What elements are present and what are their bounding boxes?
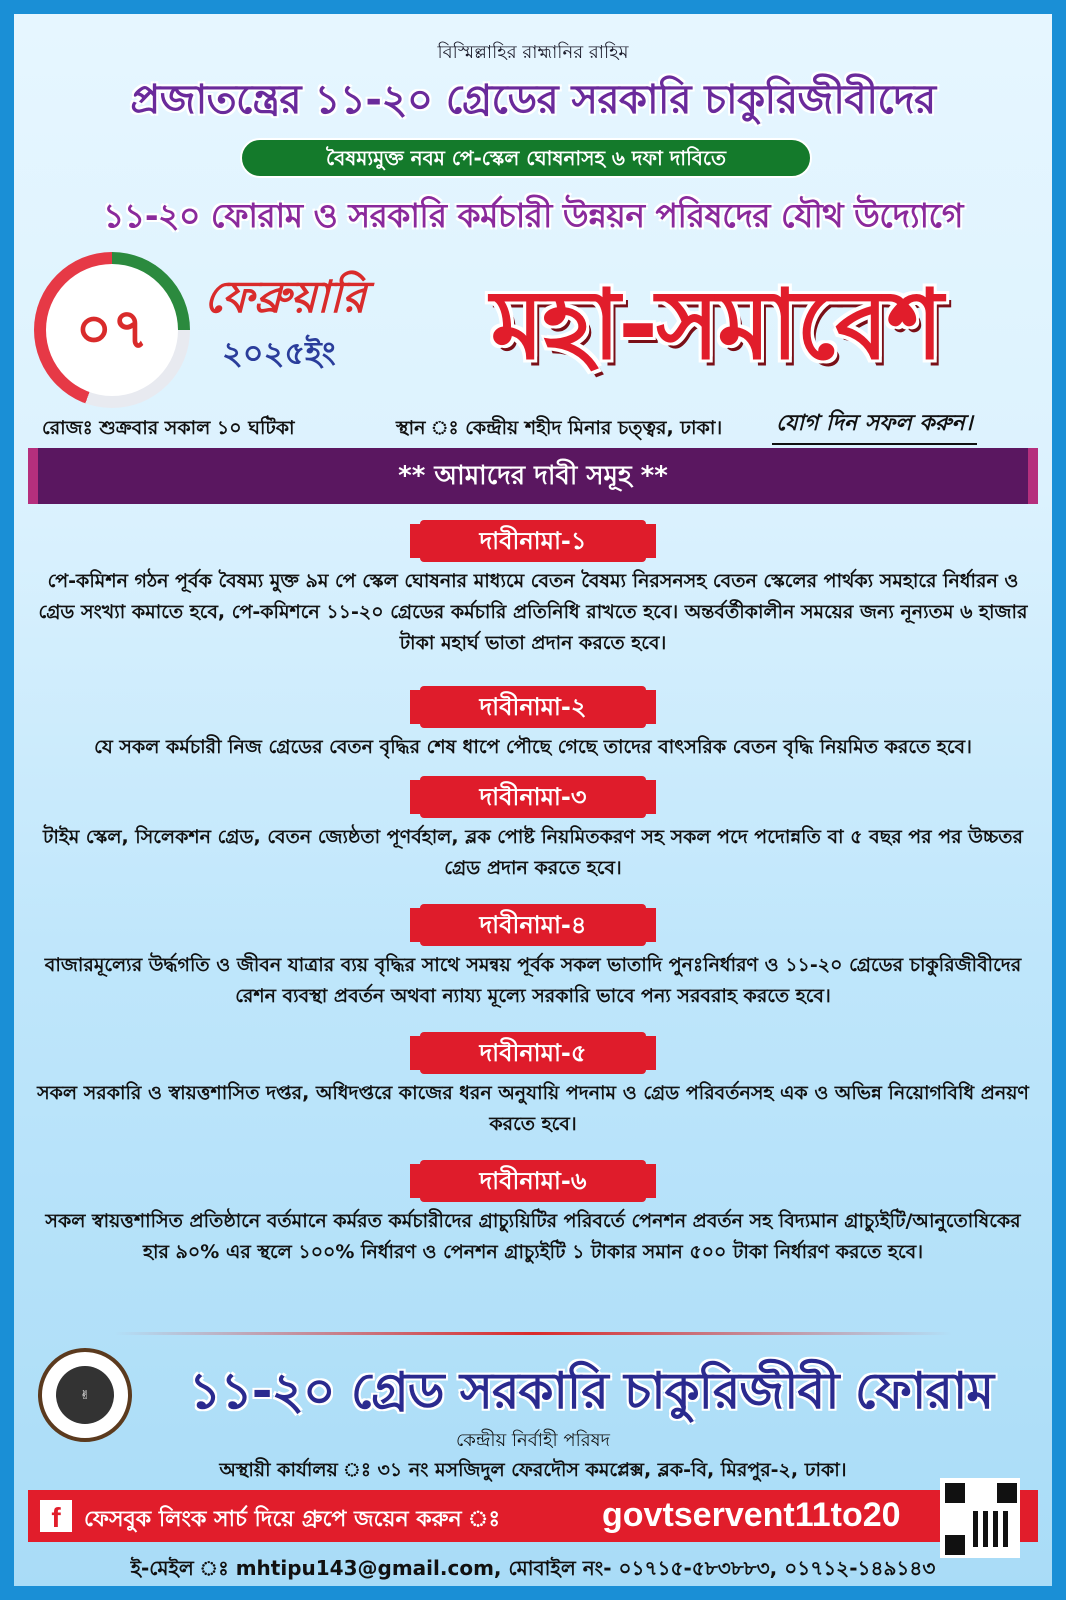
- poster: [14, 14, 1052, 1586]
- join-call: যোগ দিন সফল করুন।: [772, 406, 977, 445]
- event-day-time: রোজঃ শুক্রবার সকাল ১০ ঘটিকা: [42, 417, 295, 439]
- bismillah-text: বিস্মিল্লাহির রাহ্মানির রাহিম: [437, 42, 629, 63]
- demand-label-1: দাবীনামা-১: [420, 520, 646, 562]
- demand-text-6: সকল স্বায়ত্তশাসিত প্রতিষ্ঠানে বর্তমানে কর্মরত কর্মচারীদের গ্রাচ্যুয়িটির পরিবর্তে পেনশন প্রবর্তন সহ বিদ্যমান গ্রাচ্যুইটি/আনুতোষিকের হার ৯০% এর স্থলে ১০০% নির্ধারণ ও পেনশন গ্রাচ্যুইটি ১ টাকার সমান ৫০০ টাকা নির্ধারণ করতে হবে।: [45, 1210, 1021, 1263]
- date-year: ২০২৫ইং: [222, 334, 336, 372]
- date-month: ফেব্রুয়ারি: [204, 272, 367, 323]
- demand-text-5: সকল সরকারি ও স্বায়ত্তশাসিত দপ্তর, অধিদপ্তরে কাজের ধরন অনুযায়ি পদনাম ও গ্রেড পরিবর্তনসহ এক ও অভিন্ন নিয়োগবিধি প্রনয়ণ করতে হবে।: [37, 1082, 1029, 1135]
- demand-label-2: দাবীনামা-২: [420, 686, 646, 728]
- headline-secondary: ১১-২০ ফোরাম ও সরকারি কর্মচারী উন্নয়ন পরিষদের যৌথ উদ্যোগে: [103, 196, 963, 235]
- office-address: অস্থায়ী কার্যালয় ঃ ৩১ নং মসজিদুল ফেরদৌস কমপ্লেক্স, ব্লক-বি, মিরপুর-২, ঢাকা।: [219, 1459, 847, 1481]
- handshake-icon: ✌: [56, 1366, 114, 1424]
- facebook-instruction: ফেসবুক লিংক সার্চ দিয়ে গ্রুপে জয়েন করুন ঃ: [84, 1507, 501, 1532]
- event-venue: স্থান ঃ কেন্দ্রীয় শহীদ মিনার চত্ত্বর, ঢাকা।: [396, 417, 723, 439]
- subline-pill: বৈষম্যমুক্ত নবম পে-স্কেল ঘোষনাসহ ৬ দফা দাবিতে: [240, 138, 812, 178]
- demand-text-3: টাইম স্কেল, সিলেকশন গ্রেড, বেতন জ্যেষ্ঠতা পূণর্বহাল, ব্লক পোষ্ট নিয়মিতকরণ সহ সকল পদে পদোন্নতি বা ৫ বছর পর পর উচ্চতর গ্রেড প্রদান করতে হবে।: [43, 826, 1023, 879]
- demand-label-5: দাবীনামা-৫: [420, 1032, 646, 1074]
- event-title: মহা-সমাবেশ: [490, 269, 942, 381]
- demand-label-6: দাবীনামা-৬: [420, 1160, 646, 1202]
- facebook-bar: [28, 1490, 1038, 1542]
- demand-text-1: পে-কমিশন গঠন পূর্বক বৈষম্য মুক্ত ৯ম পে স্কেল ঘোষনার মাধ্যমে বেতন বৈষম্য নিরসনসহ বেতন স্কেলের পার্থক্য সমহারে নির্ধারন ও গ্রেড সংখ্যা কমাতে হবে, পে-কমিশনে ১১-২০ গ্রেডের কর্মচারি প্রতিনিধি রাখতে হবে। অন্তর্বর্তীকালীন সময়ের জন্য নূন্যতম ৬ হাজার টাকা মহার্ঘ ভাতা প্রদান করতে হবে।: [38, 570, 1028, 654]
- facebook-icon: f: [40, 1500, 72, 1532]
- demands-heading: ** আমাদের দাবী সমূহ **: [28, 448, 1038, 504]
- footer-divider: [114, 1332, 952, 1335]
- contact-info: ই-মেইল ঃ mhtipu143@gmail.com, মোবাইল নং- ০১৭১৫-৫৮৩৮৮৩, ০১৭১২-১৪৯১৪৩: [130, 1556, 936, 1580]
- qr-code-icon[interactable]: [940, 1478, 1020, 1558]
- demand-text-4: বাজারমূল্যের উর্দ্ধগতি ও জীবন যাত্রার ব্যয় বৃদ্ধির সাথে সমন্বয় পূর্বক সকল ভাতাদি পুনঃনির্ধারণ ও ১১-২০ গ্রেডের চাকুরিজীবীদের রেশন ব্যবস্থা প্রবর্তন অথবা ন্যায্য মূল্যে সরকারি ভাবে পন্য সরবরাহ করতে হবে।: [44, 954, 1022, 1007]
- demand-text-2: যে সকল কর্মচারী নিজ গ্রেডের বেতন বৃদ্ধির শেষ ধাপে পৌছে গেছে তাদের বাৎসরিক বেতন বৃদ্ধি নিয়মিত করতে হবে।: [94, 736, 972, 758]
- headline-primary: প্রজাতন্ত্রের ১১-২০ গ্রেডের সরকারি চাকুরিজীবীদের: [130, 77, 936, 123]
- facebook-handle[interactable]: govtservent11to20: [602, 1496, 901, 1534]
- executive-council: কেন্দ্রীয় নির্বাহী পরিষদ: [455, 1430, 611, 1451]
- date-day: ০৭: [46, 264, 178, 396]
- demand-label-3: দাবীনামা-৩: [420, 776, 646, 818]
- date-badge: [34, 252, 190, 408]
- demand-label-4: দাবীনামা-৪: [420, 904, 646, 946]
- forum-name: ১১-২০ গ্রেড সরকারি চাকুরিজীবী ফোরাম: [188, 1362, 994, 1420]
